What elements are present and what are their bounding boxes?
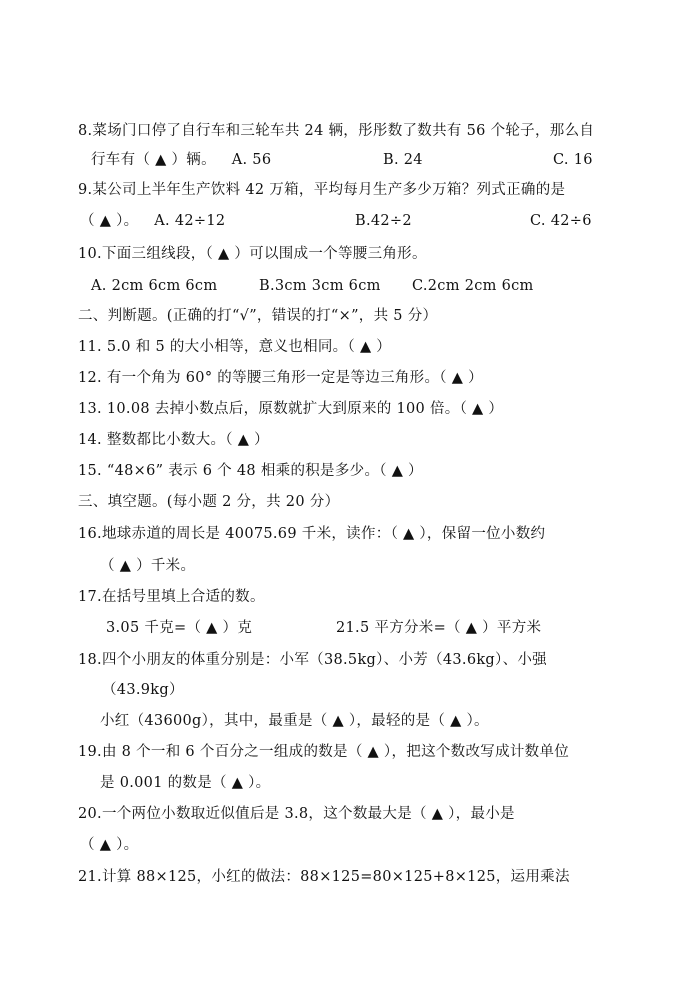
question-10-option-a: A. 2cm 6cm 6cm: [91, 278, 218, 294]
section-2-title: 二、判断题。(正确的打“√”，错误的打“×”，共 5 分）: [78, 308, 438, 324]
question-21-line-1: 21.计算 88×125，小红的做法：88×125=80×125+8×125，运用乘法: [78, 869, 570, 885]
question-9-option-a: A. 42÷12: [154, 213, 226, 229]
question-13: 13. 10.08 去掉小数点后，原数就扩大到原来的 100 倍。（ ▲ ）: [78, 401, 504, 417]
question-8-option-a: A. 56: [231, 152, 272, 168]
section-3-title: 三、填空题。(每小题 2 分，共 20 分）: [78, 494, 340, 510]
question-9-line-2: [80, 211, 225, 231]
question-19-line-2: 是 0.001 的数是（ ▲ ）。: [100, 775, 271, 791]
question-20-line-2: （ ▲ ）。: [80, 837, 139, 853]
question-20-line-1: 20.一个两位小数取近似值后是 3.8，这个数最大是（ ▲ ），最小是: [78, 806, 515, 822]
question-17-line-1: 17.在括号里填上合适的数。: [78, 589, 265, 605]
question-14: 14. 整数都比小数大。（ ▲ ）: [78, 432, 269, 448]
question-17-item-b: 21.5 平方分米=（ ▲ ）平方米: [336, 620, 542, 636]
question-17-item-a: 3.05 千克=（ ▲ ）克: [106, 620, 253, 636]
question-9-option-b: B.42÷2: [355, 213, 412, 229]
question-15: 15. “48×6” 表示 6 个 48 相乘的积是多少。（ ▲ ）: [78, 463, 423, 479]
question-19-line-1: 19.由 8 个一和 6 个百分之一组成的数是（ ▲ ），把这个数改写成计数单位: [78, 744, 570, 760]
question-8-line-2: [91, 150, 271, 170]
question-12: 12. 有一个角为 60° 的等腰三角形一定是等边三角形。（ ▲ ）: [78, 370, 483, 386]
question-16-line-2: （ ▲ ）千米。: [100, 558, 196, 574]
question-10-option-c: C.2cm 2cm 6cm: [412, 278, 534, 294]
question-8-option-b: B. 24: [383, 152, 423, 168]
question-16-line-1: 16.地球赤道的周长是 40075.69 千米，读作：（ ▲ ），保留一位小数约: [78, 526, 546, 542]
question-8-option-c: C. 16: [553, 152, 593, 168]
question-10-option-b: B.3cm 3cm 6cm: [259, 278, 381, 294]
question-10-line-1: 10.下面三组线段，（ ▲ ）可以围成一个等腰三角形。: [78, 246, 427, 262]
question-18-line-3: 小红（43600g），其中，最重是（ ▲ ），最轻的是（ ▲ ）。: [100, 713, 489, 729]
question-18-line-2: （43.9kg）: [102, 682, 184, 698]
question-8-line-1: 8.菜场门口停了自行车和三轮车共 24 辆，彤彤数了数共有 56 个轮子，那么自: [78, 123, 595, 139]
question-9-option-c: C. 42÷6: [530, 213, 592, 229]
question-9-stem: （ ▲ ）。: [80, 213, 139, 229]
question-9-line-1: 9.某公司上半年生产饮料 42 万箱，平均每月生产多少万箱？列式正确的是: [78, 182, 566, 198]
question-11: 11. 5.0 和 5 的大小相等，意义也相同。（ ▲ ）: [78, 339, 392, 355]
question-18-line-1: 18.四个小朋友的体重分别是：小军（38.5kg）、小芳（43.6kg）、小强: [78, 652, 547, 668]
question-8-stem: 行车有（ ▲ ）辆。: [91, 152, 216, 168]
